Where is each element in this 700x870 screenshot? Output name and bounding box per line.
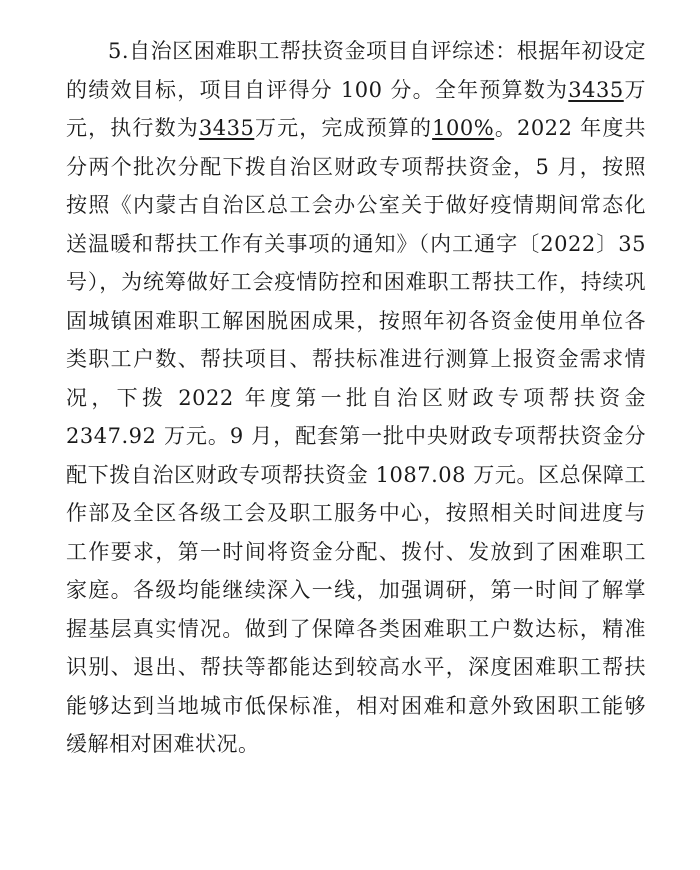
text-segment: 万元，执行数为 (66, 77, 646, 140)
body-paragraph (66, 32, 646, 764)
text-segment: 5.自治区困难职工帮扶资金项目自评综述：根据年初设定的绩效目标，项目自评得分 100 分。全年预算数为 (66, 39, 646, 102)
completion-rate: 100% (432, 116, 495, 140)
budget-amount: 3435 (568, 77, 624, 102)
text-segment: 。2022 年度共分两个批次分配下拨自治区财政专项帮扶资金，5 月，按照按照《内蒙古自治区总工会办公室关于做好疫情期间常态化送温暖和帮扶工作有关事项的通知》（内工通字〔2022〕35 号），为统筹做好工会疫情防控和困难职工帮扶工作，持续巩固城镇困难职工解困脱困成果，按照年初各资金使用单位各类职工户数、帮扶项目、帮扶标准进行测算上报资金需求情况，下拨 2022 年度第一批自治区财政专项帮扶资金 2347.92 万元。9 月，配套第一批中央财政专项帮扶资金分配下拨自治区财政专项帮扶资金 1087.08 万元。区总保障工作部及全区各级工会及职工服务中心，按照相关时间进度与工作要求，第一时间将资金分配、拨付、发放到了困难职工家庭。各级均能继续深入一线，加强调研，第一时间了解掌握基层真实情况。做到了保障各类困难职工户数达标，精准识别、退出、帮扶等都能达到较高水平，深度困难职工帮扶能够达到当地城市低保标准，相对困难和意外致困职工能够缓解相对困难状况。 (66, 116, 647, 756)
executed-amount: 3435 (198, 116, 255, 140)
text-segment: 万元，完成预算的 (254, 116, 433, 140)
